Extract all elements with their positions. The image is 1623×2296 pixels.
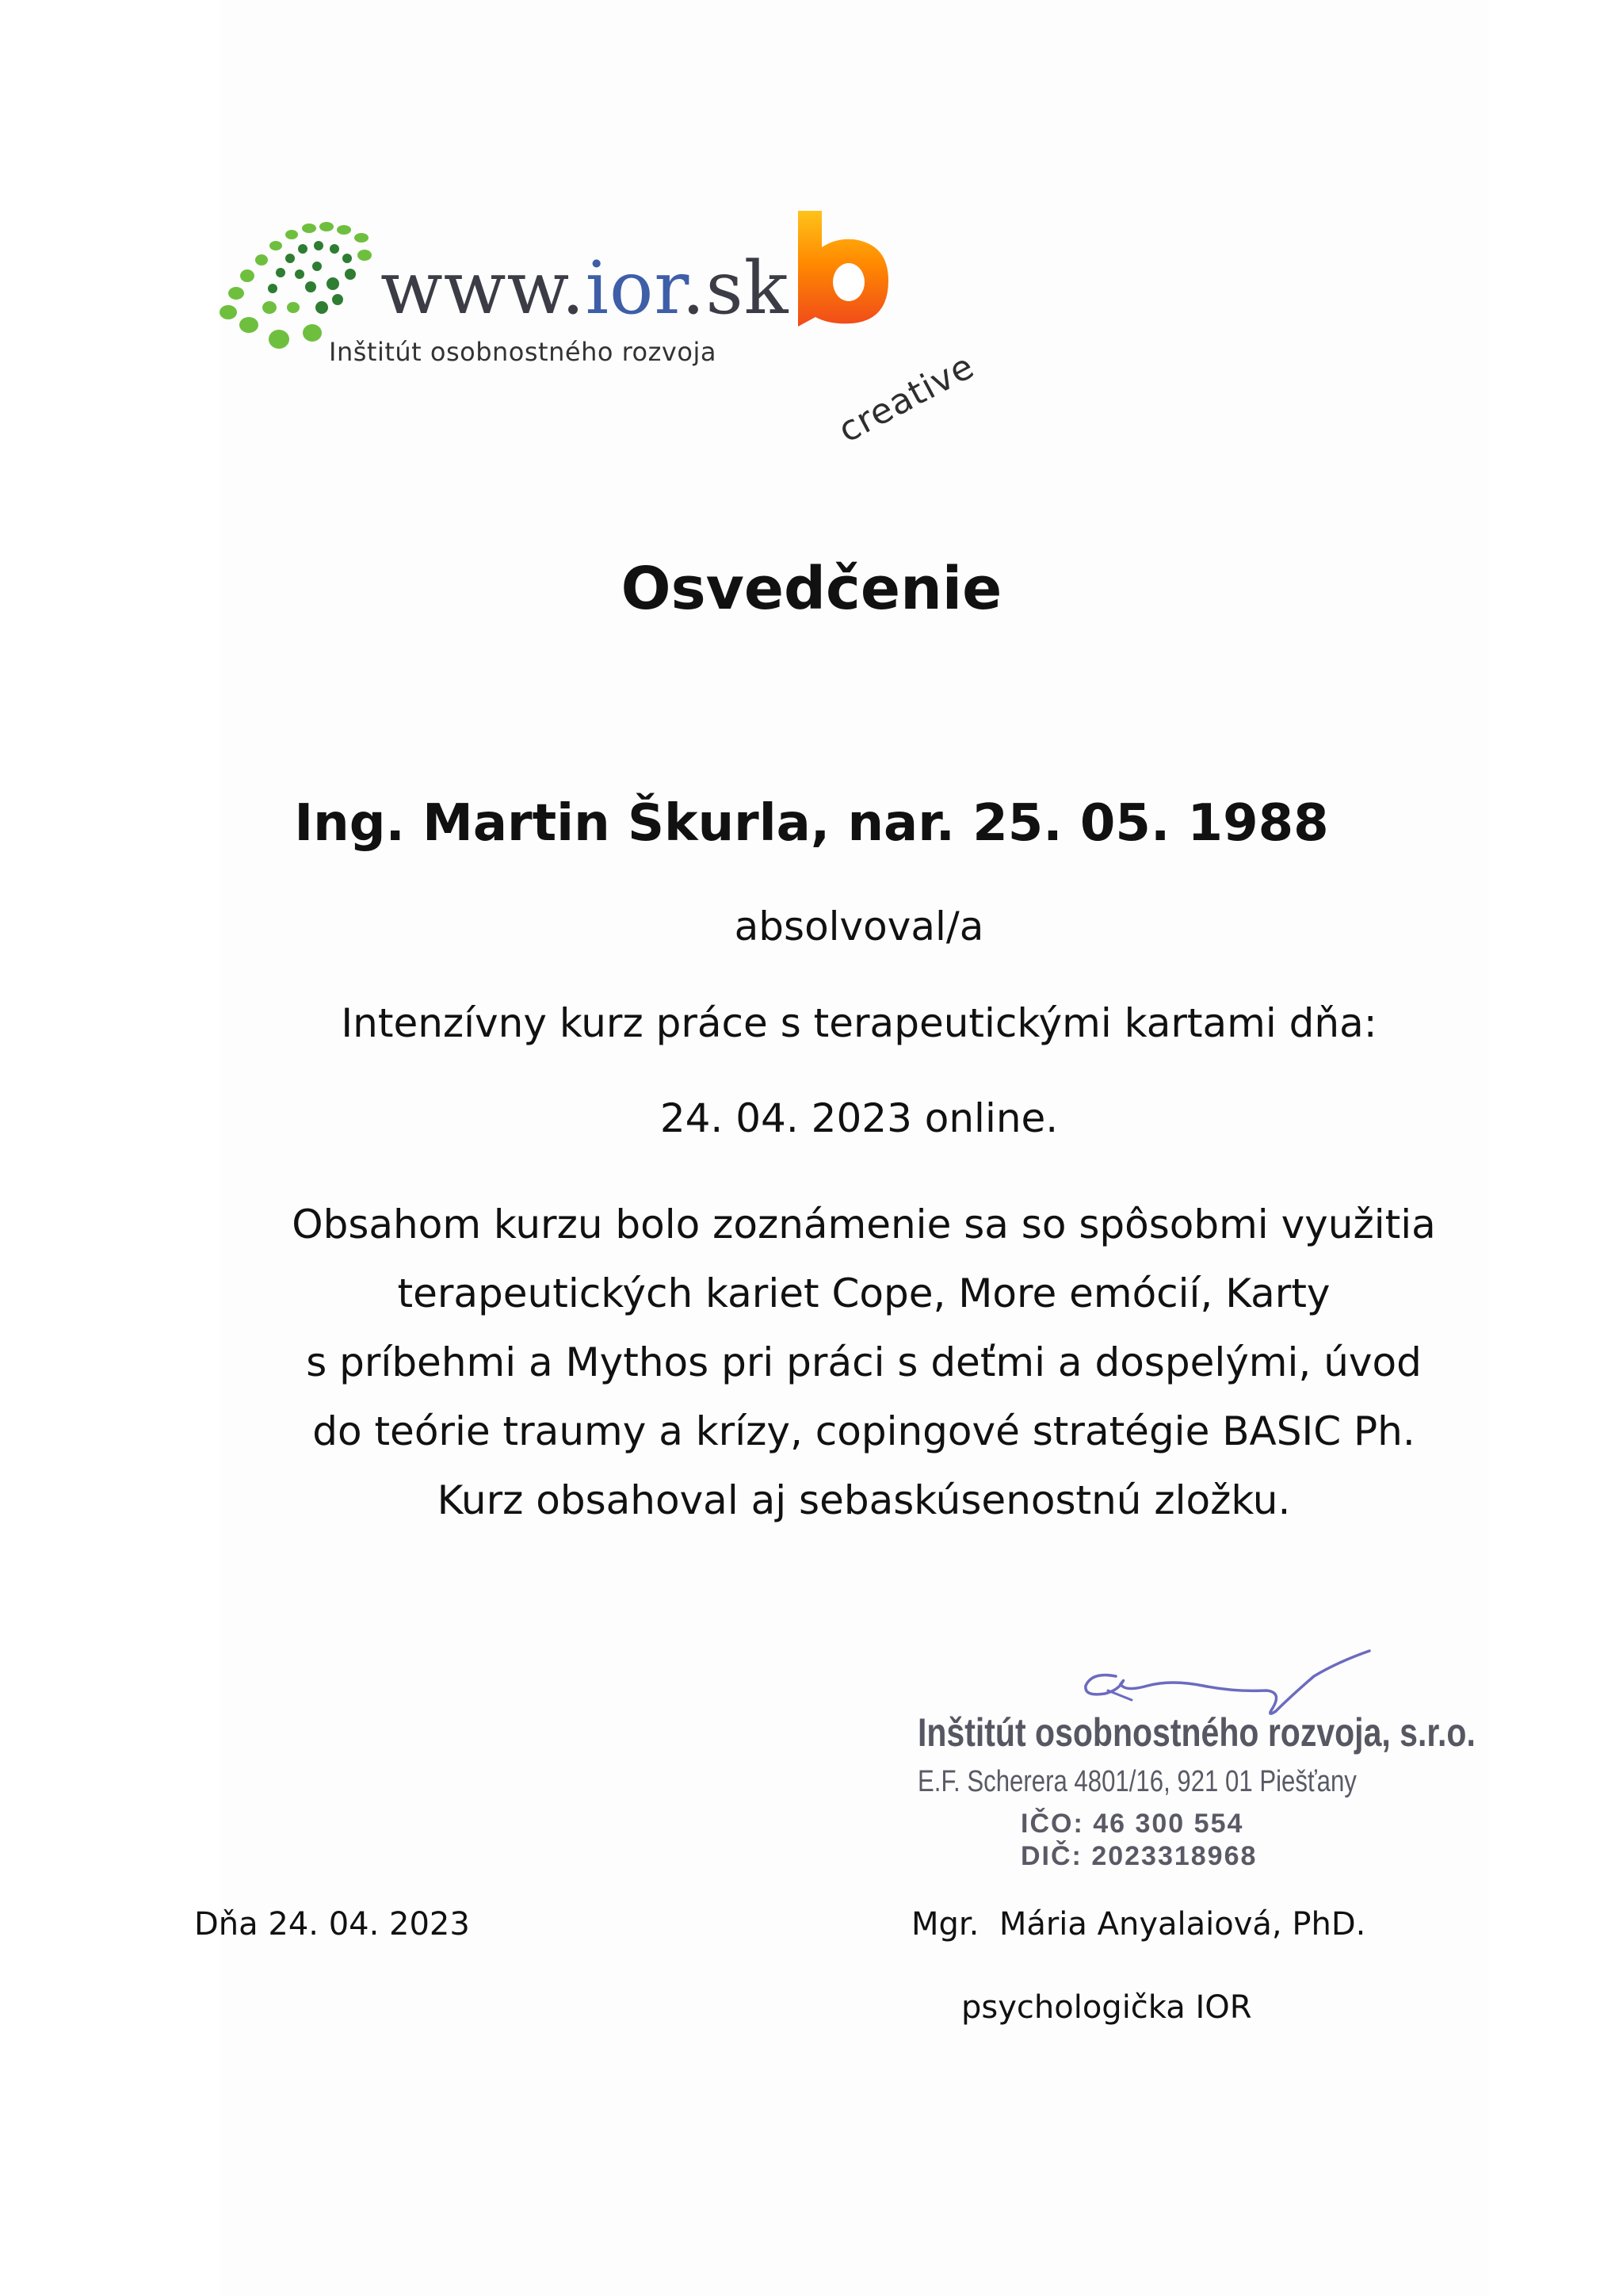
ior-url [380,246,789,330]
ior-subtitle: Inštitút osobnostného rozvoja [329,337,716,367]
signer-name: Mgr. Mária Anyalaiová, PhD. [911,1906,1366,1943]
completed-text: absolvoval/a [734,904,984,949]
creative-logo [781,208,981,451]
certificate-title: Osvedčenie [621,555,1002,623]
ior-url-suffix: .sk [682,246,789,330]
stamp-dic: DIČ: 2023318968 [1021,1841,1258,1871]
ior-dots-icon [214,214,372,357]
course-name: Intenzívny kurz práce s terapeutickými kartami dňa: [341,1000,1377,1046]
stamp-ico: IČO: 46 300 554 [1021,1809,1244,1839]
course-date: 24. 04. 2023 online. [659,1095,1059,1141]
institution-stamp [918,1645,1476,1882]
content-line: Kurz obsahoval aj sebaskúsenostnú zložku. [437,1477,1291,1523]
creative-word: creative [831,346,981,451]
content-line: terapeutických kariet Cope, More emócií, Karty [397,1270,1331,1316]
ior-url-brand: ior [585,246,682,330]
recipient-name: Ing. Martin Škurla, nar. 25. 05. 1988 [294,794,1329,853]
ior-url-prefix: www. [380,246,586,330]
stamp-address: E.F. Scherera 4801/16, 921 01 Piešťany [918,1765,1357,1798]
ior-logo [214,214,789,380]
issue-date: Dňa 24. 04. 2023 [194,1906,470,1943]
stamp-name: Inštitút osobnostného rozvoja, s.r.o. [918,1710,1476,1755]
content-line: Obsahom kurzu bolo zoznámenie sa so spôsobmi využitia [292,1201,1436,1247]
content-line: s príbehmi a Mythos pri práci s deťmi a dospelými, úvod [306,1339,1422,1385]
signer-role: psychologička IOR [961,1989,1252,2026]
content-line: do teórie traumy a krízy, copingové stratégie BASIC Ph. [312,1408,1415,1454]
b-letter-icon [795,208,898,334]
course-content [262,1190,1466,1535]
